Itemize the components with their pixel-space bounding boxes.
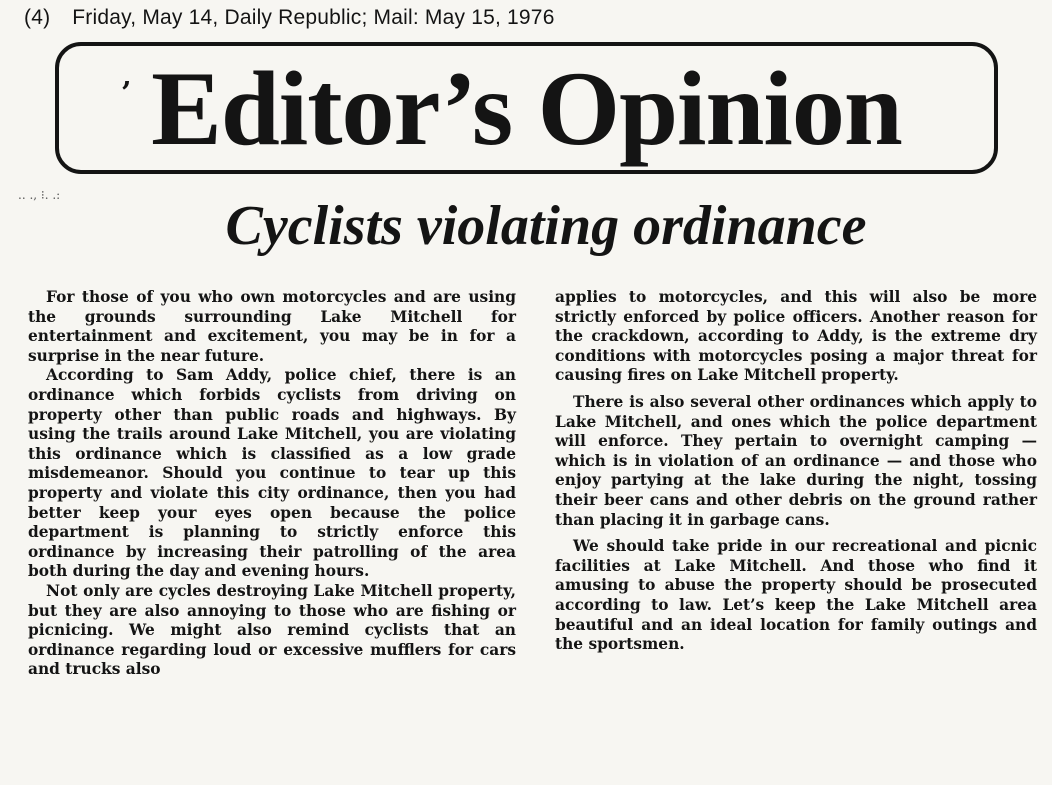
- article-headline: Cyclists violating ordinance: [225, 195, 867, 257]
- paragraph: Not only are cycles destroying Lake Mitchell property, but they are also annoying to those who are fishing or picnicing. We might also remind cyclists that an ordinance regarding loud or excessive mufflers for cars and trucks also: [28, 581, 516, 679]
- section-title: Editor’s Opinion: [151, 50, 902, 167]
- dateline-text: Friday, May 14, Daily Republic; Mail: May 15, 1976: [72, 6, 555, 29]
- section-banner: [55, 42, 998, 174]
- paragraph: applies to motorcycles, and this will also be more strictly enforced by police officers. Another reason for the crackdown, according to Addy, is the extreme dry conditions with motorcycles posing a major threat for causing fires on Lake Mitchell property.: [555, 288, 1037, 385]
- edge-marks: .. ., ⁝. .:: [18, 188, 61, 202]
- article-column-right: [555, 288, 1037, 655]
- paragraph: We should take pride in our recreational and picnic facilities at Lake Mitchell. And those who find it amusing to abuse the property should be prosecuted according to law. Let’s keep the Lake Mitchell area beautiful and an ideal location for family outings and the sportsmen.: [555, 537, 1037, 654]
- page-number: (4): [24, 6, 51, 29]
- article-column-left: [28, 288, 516, 680]
- paragraph: According to Sam Addy, police chief, there is an ordinance which forbids cyclists from driving on property other than public roads and highways. By using the trails around Lake Mitchell, you are violating this ordinance which is classified as a low grade misdemeanor. Should you continue to tear up this property and violate this city ordinance, then you had better keep your eyes open because the police department is planning to strictly enforce this ordinance by increasing their patrolling of the area both during the day and evening hours.: [28, 366, 516, 581]
- dateline: [24, 6, 555, 30]
- paragraph: For those of you who own motorcycles and are using the grounds surrounding Lake Mitchell for entertainment and excitement, you may be in for a surprise in the near future.: [28, 288, 516, 365]
- banner-mark: ’: [121, 76, 132, 111]
- paragraph: There is also several other ordinances which apply to Lake Mitchell, and ones which the police department will enforce. They pertain to overnight camping — which is in violation of an ordinance — and those who enjoy partying at the lake during the night, tossing their beer cans and other debris on the ground rather than placing it in garbage cans.: [555, 392, 1037, 529]
